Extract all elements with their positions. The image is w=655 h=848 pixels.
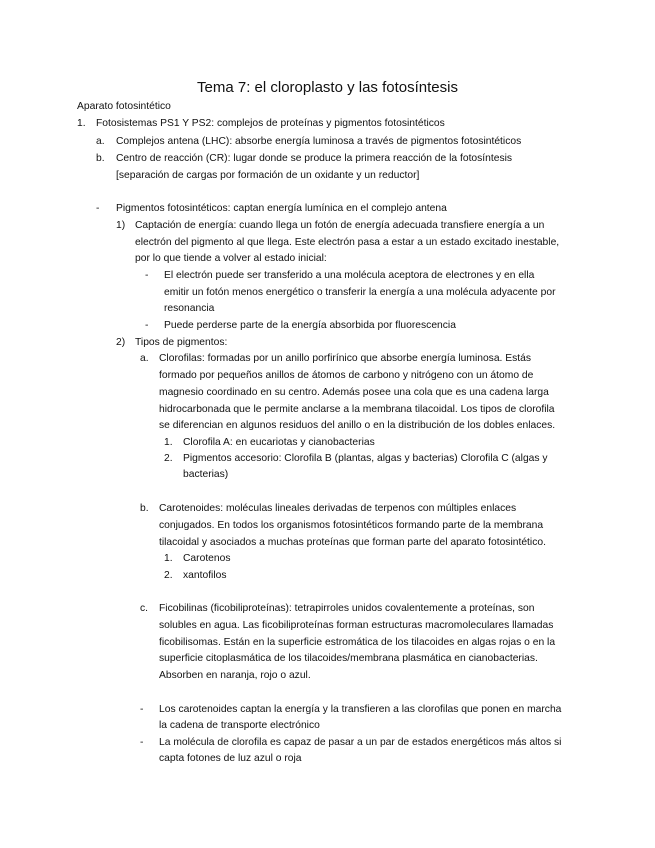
list-marker: a. <box>140 353 149 364</box>
bullet-text: la cadena de transporte electrónico <box>159 720 320 731</box>
list-marker: 1. <box>164 437 173 448</box>
list-item-text: Carotenos <box>183 553 231 564</box>
list-item-text: Captación de energía: cuando llega un fotón de energía adecuada transfiere energía a un <box>135 220 545 231</box>
bullet-marker: - <box>140 704 144 715</box>
list-marker: 1. <box>77 118 86 129</box>
bullet-text: Pigmentos fotosintéticos: captan energía lumínica en el complejo antena <box>116 203 447 214</box>
list-item-text: Complejos antena (LHC): absorbe energía luminosa a través de pigmentos fotosintéticos <box>116 136 522 147</box>
page-title: Tema 7: el cloroplasto y las fotosíntesis <box>197 79 458 96</box>
list-item-text: Fotosistemas PS1 Y PS2: complejos de proteínas y pigmentos fotosintéticos <box>96 118 445 129</box>
list-marker: 1) <box>116 220 126 231</box>
list-marker: 1. <box>164 553 173 564</box>
list-item-text: ficobilisomas. Están en la superficie estromática de los tilacoides en algas rojas o en la <box>159 637 556 648</box>
list-item-text: Centro de reacción (CR): lugar donde se produce la primera reacción de la fotosíntesis <box>116 153 513 164</box>
section-heading: Aparato fotosintético <box>77 101 171 112</box>
list-item-text: bacterias) <box>183 469 229 480</box>
bullet-text: emitir un fotón menos energético o transferir la energía a una molécula adyacente por <box>164 287 556 298</box>
list-item-text: Absorben en naranja, rojo o azul. <box>159 670 311 681</box>
bullet-marker: - <box>145 320 149 331</box>
list-item-text: conjugados. En todos los organismos fotosintéticos formando parte de la membrana <box>159 520 544 531</box>
list-item-text: superficie citoplasmática de los tilacoides/membrana plasmática en cianobacterias. <box>159 653 538 664</box>
list-item-text: xantofilos <box>183 570 227 581</box>
list-marker: 2. <box>164 453 173 464</box>
list-item-text: hidrocarbonada que le permite anclarse a la membrana tilacoidal. Los tipos de clorofila <box>159 404 555 415</box>
list-marker: c. <box>140 603 149 614</box>
bullet-marker: - <box>140 737 144 748</box>
bullet-text: El electrón puede ser transferido a una molécula aceptora de electrones y en ella <box>164 270 535 281</box>
list-item-text: electrón del pigmento al que llega. Este electrón pasa a estar a un estado excitado inestable, <box>135 237 560 248</box>
list-item-text: tilacoidal y asociados a muchas proteínas que forman parte del aparato fotosintético. <box>159 537 546 548</box>
bullet-marker: - <box>96 203 100 214</box>
list-marker: 2. <box>164 570 173 581</box>
list-marker: b. <box>96 153 105 164</box>
bullet-text: capta fotones de luz azul o roja <box>159 753 302 764</box>
list-item-text: Clorofila A: en eucariotas y cianobacterias <box>183 437 375 448</box>
list-item-text: se diferencian en algunos residuos del anillo o en la distribución de los dobles enlaces. <box>159 420 556 431</box>
list-item-text: Carotenoides: moléculas lineales derivadas de terpenos con múltiples enlaces <box>159 503 517 514</box>
list-marker: a. <box>96 136 105 147</box>
list-marker: b. <box>140 503 149 514</box>
list-item-text: solubles en agua. Las ficobiliproteínas forman estructuras macromoleculares llamadas <box>159 620 554 631</box>
list-item-text: magnesio coordinado en su centro. Además posee una cola que es una cadena larga <box>159 387 549 398</box>
bullet-marker: - <box>145 270 149 281</box>
bullet-text: resonancia <box>164 303 215 314</box>
list-item-text: Pigmentos accesorio: Clorofila B (plantas, algas y bacterias) Clorofila C (algas y <box>183 453 548 464</box>
bullet-text: La molécula de clorofila es capaz de pasar a un par de estados energéticos más altos si <box>159 737 562 748</box>
list-item-text: Tipos de pigmentos: <box>135 337 228 348</box>
bullet-text: Puede perderse parte de la energía absorbida por fluorescencia <box>164 320 456 331</box>
bullet-text: Los carotenoides captan la energía y la transfieren a las clorofilas que ponen en marcha <box>159 704 562 715</box>
list-item-text: por lo que tiende a volver al estado inicial: <box>135 253 327 264</box>
list-marker: 2) <box>116 337 126 348</box>
list-item-text: formado por pequeños anillos de átomos de carbono y nitrógeno con un átomo de <box>159 370 534 381</box>
list-item-text: Clorofilas: formadas por un anillo porfirínico que absorbe energía luminosa. Estás <box>159 353 532 364</box>
list-item-text: Ficobilinas (ficobiliproteínas): tetrapirroles unidos covalentemente a proteínas, son <box>159 603 535 614</box>
list-item-text: [separación de cargas por formación de un oxidante y un reductor] <box>116 170 420 181</box>
